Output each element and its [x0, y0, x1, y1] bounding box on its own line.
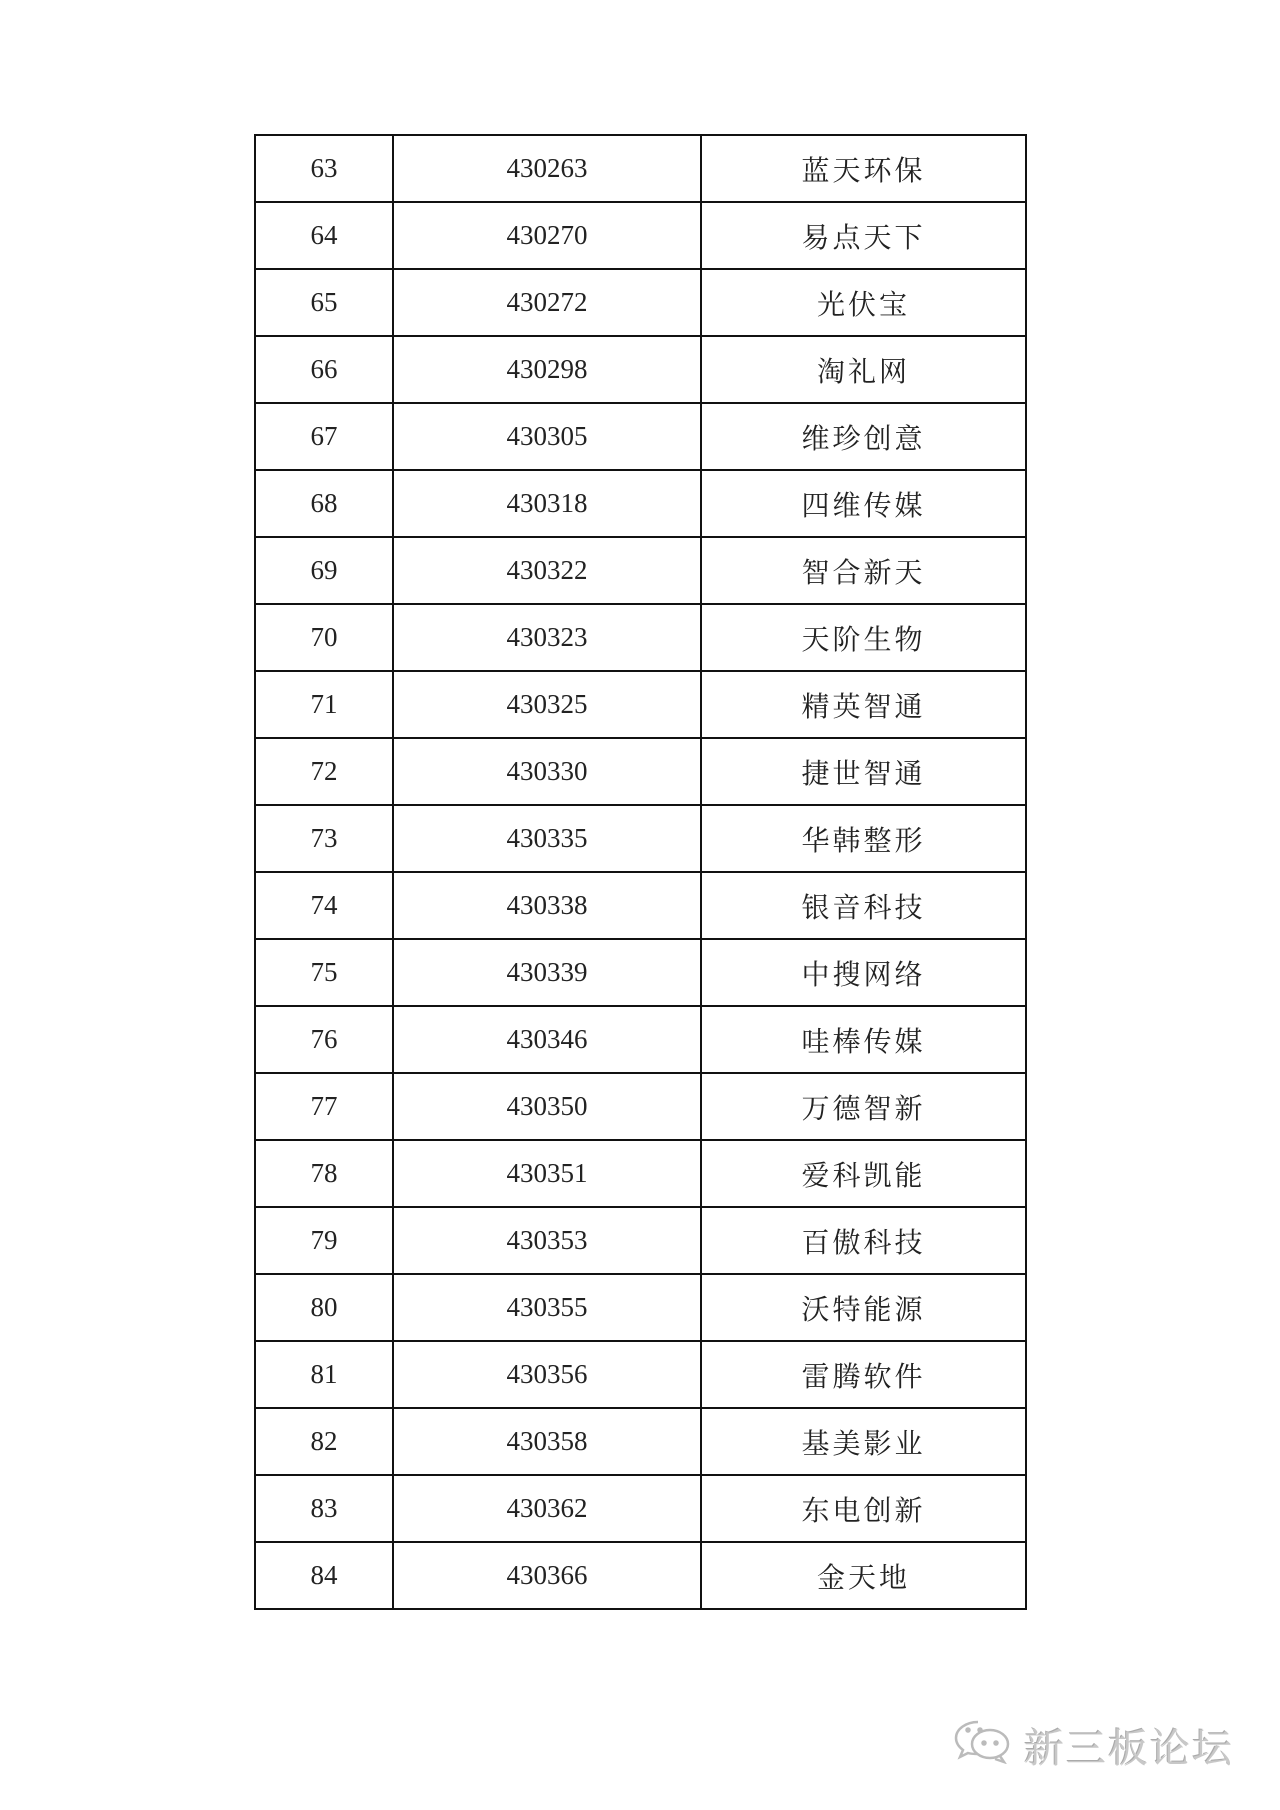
row-number: 70	[255, 604, 393, 671]
stock-code: 430355	[393, 1274, 701, 1341]
company-name: 东电创新	[701, 1475, 1026, 1542]
company-name: 爱科凯能	[701, 1140, 1026, 1207]
company-name: 雷腾软件	[701, 1341, 1026, 1408]
watermark-text: 新三板论坛	[1024, 1725, 1234, 1772]
row-number: 78	[255, 1140, 393, 1207]
stock-code: 430322	[393, 537, 701, 604]
stock-code: 430338	[393, 872, 701, 939]
company-name: 金天地	[701, 1542, 1026, 1609]
row-number: 76	[255, 1006, 393, 1073]
wechat-icon	[950, 1716, 1024, 1774]
stock-code: 430350	[393, 1073, 701, 1140]
table-row	[255, 1207, 1026, 1274]
company-name: 智合新天	[701, 537, 1026, 604]
row-number: 69	[255, 537, 393, 604]
stock-code: 430263	[393, 135, 701, 202]
company-name: 蓝天环保	[701, 135, 1026, 202]
table-row	[255, 1140, 1026, 1207]
table-row	[255, 403, 1026, 470]
stock-code: 430325	[393, 671, 701, 738]
company-name: 中搜网络	[701, 939, 1026, 1006]
row-number: 75	[255, 939, 393, 1006]
row-number: 77	[255, 1073, 393, 1140]
table-row	[255, 537, 1026, 604]
company-name: 基美影业	[701, 1408, 1026, 1475]
table-row	[255, 1542, 1026, 1609]
table-row	[255, 470, 1026, 537]
table-row	[255, 1006, 1026, 1073]
table-row	[255, 336, 1026, 403]
row-number: 63	[255, 135, 393, 202]
company-name: 银音科技	[701, 872, 1026, 939]
row-number: 83	[255, 1475, 393, 1542]
table-row	[255, 269, 1026, 336]
table-row	[255, 738, 1026, 805]
row-number: 82	[255, 1408, 393, 1475]
company-name: 沃特能源	[701, 1274, 1026, 1341]
row-number: 66	[255, 336, 393, 403]
stock-code: 430346	[393, 1006, 701, 1073]
row-number: 73	[255, 805, 393, 872]
watermark	[950, 1716, 1234, 1774]
stock-code: 430366	[393, 1542, 701, 1609]
company-name: 维珍创意	[701, 403, 1026, 470]
stock-code: 430353	[393, 1207, 701, 1274]
row-number: 64	[255, 202, 393, 269]
company-name: 精英智通	[701, 671, 1026, 738]
row-number: 80	[255, 1274, 393, 1341]
row-number: 74	[255, 872, 393, 939]
stock-code: 430305	[393, 403, 701, 470]
row-number: 81	[255, 1341, 393, 1408]
stock-code: 430339	[393, 939, 701, 1006]
table-row	[255, 135, 1026, 202]
table-row	[255, 671, 1026, 738]
table-row	[255, 805, 1026, 872]
stock-code: 430330	[393, 738, 701, 805]
table-row	[255, 1475, 1026, 1542]
company-name: 光伏宝	[701, 269, 1026, 336]
row-number: 72	[255, 738, 393, 805]
row-number: 79	[255, 1207, 393, 1274]
company-name: 万德智新	[701, 1073, 1026, 1140]
company-name: 捷世智通	[701, 738, 1026, 805]
table-row	[255, 1341, 1026, 1408]
stock-code: 430270	[393, 202, 701, 269]
stock-code: 430318	[393, 470, 701, 537]
row-number: 65	[255, 269, 393, 336]
stock-code: 430351	[393, 1140, 701, 1207]
stock-code: 430323	[393, 604, 701, 671]
company-list-table	[254, 134, 1027, 1610]
company-name: 华韩整形	[701, 805, 1026, 872]
row-number: 84	[255, 1542, 393, 1609]
table-row	[255, 202, 1026, 269]
table-row	[255, 872, 1026, 939]
stock-code: 430362	[393, 1475, 701, 1542]
stock-code: 430358	[393, 1408, 701, 1475]
company-name: 四维传媒	[701, 470, 1026, 537]
company-name: 哇棒传媒	[701, 1006, 1026, 1073]
table-row	[255, 604, 1026, 671]
stock-code: 430356	[393, 1341, 701, 1408]
row-number: 67	[255, 403, 393, 470]
company-name: 天阶生物	[701, 604, 1026, 671]
stock-code: 430298	[393, 336, 701, 403]
table-row	[255, 939, 1026, 1006]
stock-code: 430335	[393, 805, 701, 872]
stock-code: 430272	[393, 269, 701, 336]
row-number: 68	[255, 470, 393, 537]
row-number: 71	[255, 671, 393, 738]
table-row	[255, 1073, 1026, 1140]
company-name: 百傲科技	[701, 1207, 1026, 1274]
company-name: 淘礼网	[701, 336, 1026, 403]
table-row	[255, 1408, 1026, 1475]
company-name: 易点天下	[701, 202, 1026, 269]
table-row	[255, 1274, 1026, 1341]
